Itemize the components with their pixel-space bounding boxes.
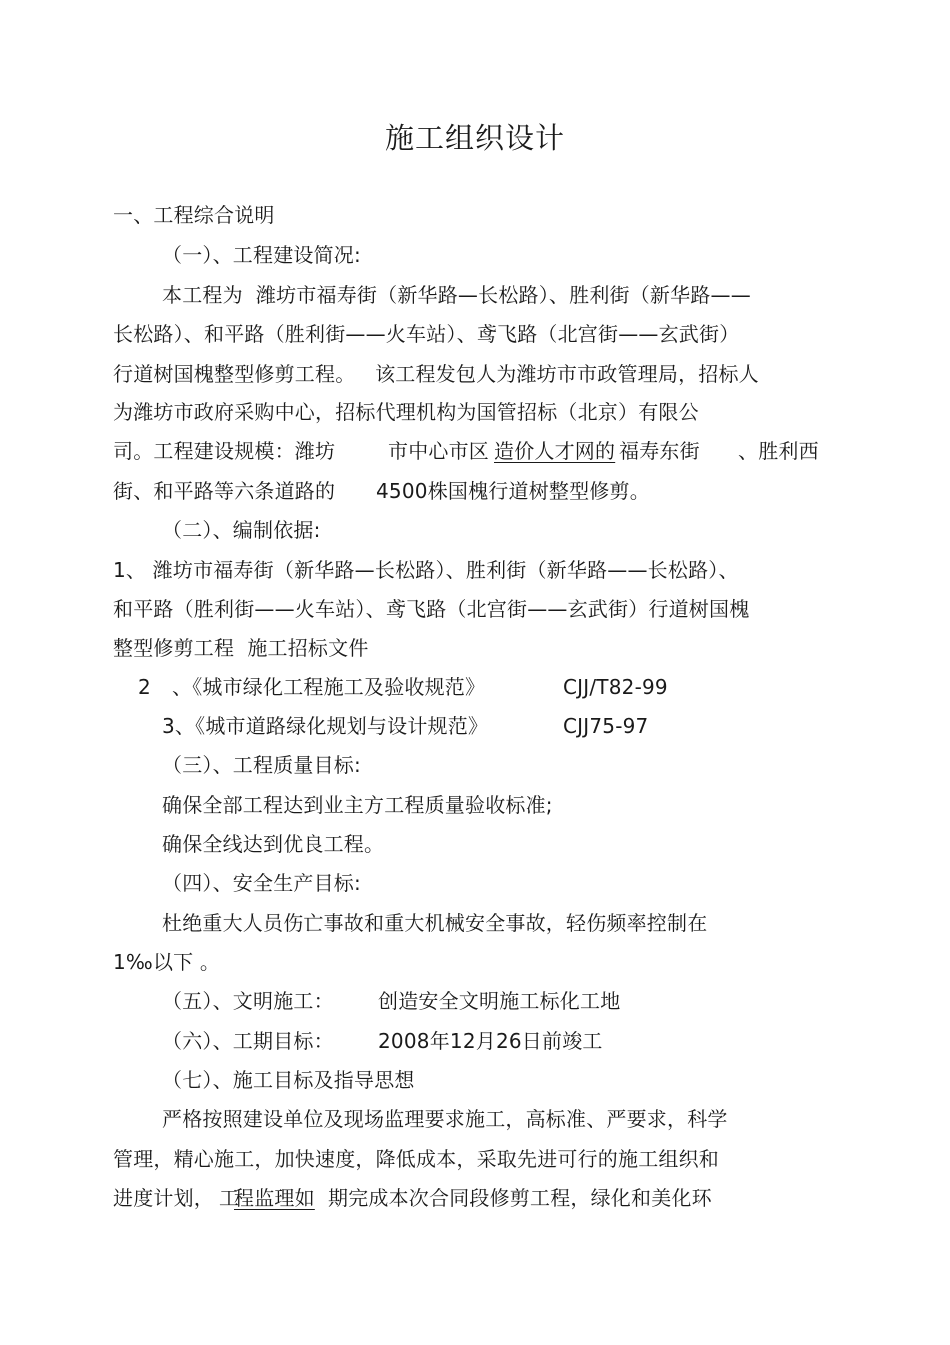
paragraph-line-segment: 4500株国槐行道树整型修剪。: [376, 479, 650, 503]
paragraph-line-segment: 工: [219, 1186, 240, 1210]
paragraph-line: 管理，精心施工，加快速度，降低成本，采取先进可行的施工组织和: [113, 1147, 719, 1171]
subsection-heading: （二）、编制依据:: [162, 518, 321, 542]
watermark-link-text[interactable]: 造价人才网的: [494, 439, 616, 463]
document-title: 施工组织设计: [384, 121, 565, 155]
paragraph-line: 为潍坊市政府采购中心，招标代理机构为国管招标（北京）有限公: [113, 400, 699, 424]
subsection-heading: （五）、文明施工：: [162, 989, 334, 1013]
list-item-continuation: 和平路（胜利街——火车站）、鸢飞路（北宫街——玄武街）行道树国槐: [113, 597, 750, 621]
list-item-continuation: 整型修剪工程 施工招标文件: [113, 636, 369, 660]
paragraph-line-segment: 期完成本次合同段修剪工程，绿化和美化环: [328, 1186, 712, 1210]
subsection-heading: （一）、工程建设简况:: [162, 243, 361, 267]
paragraph-line: 确保全部工程达到业主方工程质量验收标准;: [162, 793, 553, 817]
subsection-heading: （四）、安全生产目标:: [162, 871, 361, 895]
list-item-number: 2: [138, 675, 151, 699]
paragraph-line: 行道树国槐整型修剪工程。 该工程发包人为潍坊市市政管理局，招标人: [113, 362, 759, 386]
paragraph-line: 本工程为 潍坊市福寿街（新华路—长松路）、胜利街（新华路——: [162, 283, 751, 307]
paragraph-line: 确保全线达到优良工程。: [162, 832, 385, 856]
paragraph-line: 1‰以下 。: [113, 950, 221, 974]
standard-code: CJJ75-97: [563, 714, 649, 738]
subsection-heading: （六）、工期目标：: [162, 1029, 334, 1053]
list-item: 、《城市绿化工程施工及验收规范》: [172, 675, 486, 699]
paragraph-line-segment: 进度计划，: [113, 1186, 214, 1210]
paragraph-line: 杜绝重大人员伤亡事故和重大机械安全事故，轻伤频率控制在: [162, 911, 708, 935]
standard-code: CJJ/T82-99: [563, 675, 668, 699]
paragraph-line-segment: 市中心市区: [388, 439, 489, 463]
subsection-heading: （七）、施工目标及指导思想: [162, 1068, 415, 1092]
list-item: 1、 潍坊市福寿街（新华路—长松路）、胜利街（新华路——长松路）、: [113, 558, 739, 582]
subsection-value: 创造安全文明施工标化工地: [378, 989, 621, 1013]
paragraph-line: 长松路）、和平路（胜利街——火车站）、鸢飞路（北宫街——玄武街）: [113, 322, 740, 346]
paragraph-line-segment: 福寿东街: [619, 439, 700, 463]
subsection-heading: （三）、工程质量目标:: [162, 753, 361, 777]
paragraph-line-segment: 司。工程建设规模：潍坊: [113, 439, 336, 463]
paragraph-line-segment: 、胜利西: [738, 439, 819, 463]
paragraph-line-segment: 街、和平路等六条道路的: [113, 479, 336, 503]
section-heading: 一、工程综合说明: [113, 203, 275, 227]
list-item: 3、《城市道路绿化规划与设计规范》: [162, 714, 489, 738]
subsection-value: 2008年12月26日前竣工: [378, 1029, 603, 1053]
paragraph-line: 严格按照建设单位及现场监理要求施工，高标准、严要求，科学: [162, 1107, 728, 1131]
watermark-link-text[interactable]: 程监理如: [234, 1186, 315, 1210]
